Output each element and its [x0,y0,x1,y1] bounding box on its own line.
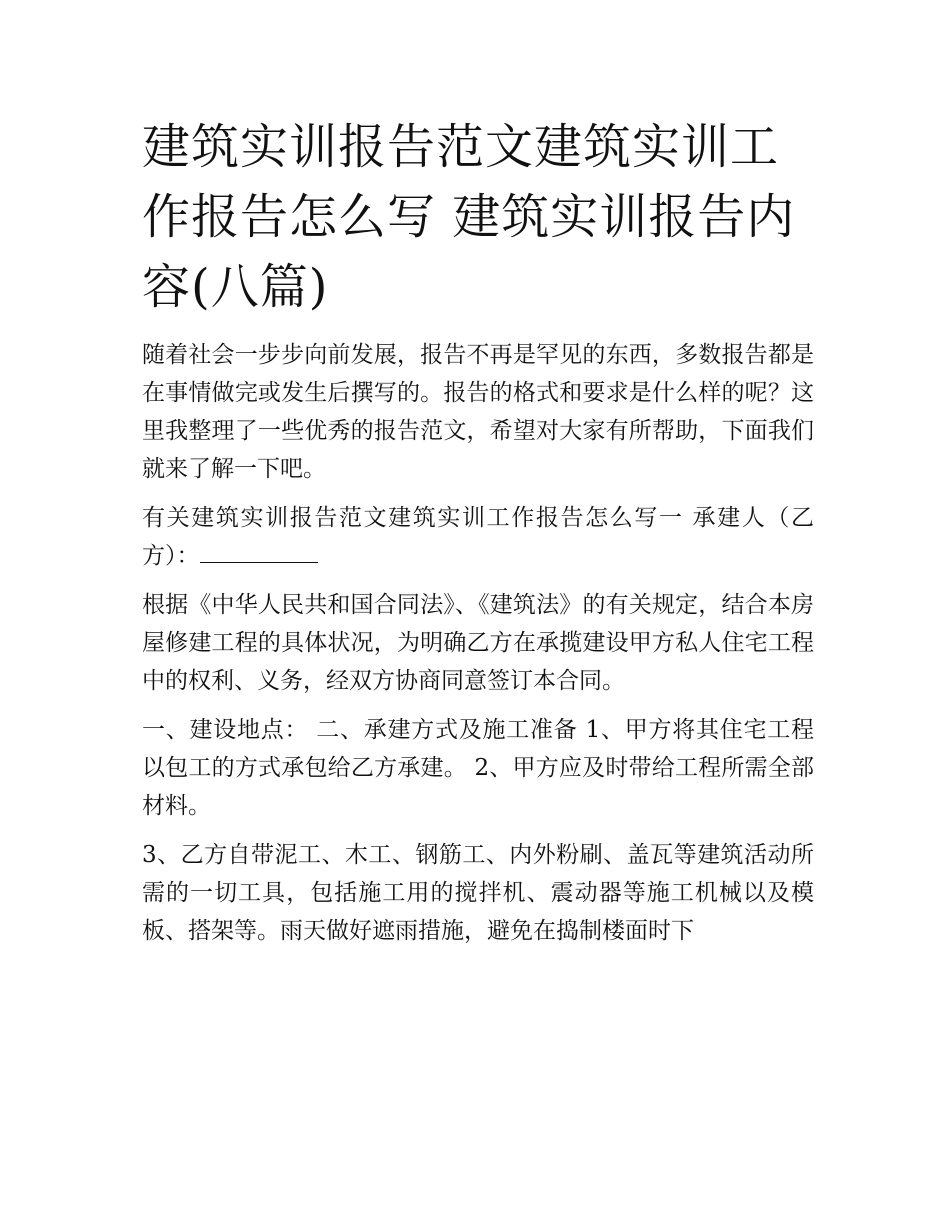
terms-paragraph-3: 3、乙方自带泥工、木工、钢筋工、内外粉刷、盖瓦等建筑活动所需的一切工具，包括施工用的搅拌机、震动器等施工机械以及模板、搭架等。雨天做好遮雨措施，避免在捣制楼面时下 [142,842,814,944]
contractor-label: 有关建筑实训报告范文建筑实训工作报告怎么写一 承建人（乙方）： [142,505,814,569]
contractor-line [142,499,814,575]
terms-paragraph-1: 一、建设地点： 二、承建方式及施工准备 1、甲方将其住宅工程以包工的方式承包给乙方承建。 2、甲方应及时带给工程所需全部材料。 [142,717,814,819]
document-page [142,112,814,961]
intro-paragraph: 随着社会一步步向前发展，报告不再是罕见的东西，多数报告都是在事情做完或发生后撰写的。报告的格式和要求是什么样的呢？这里我整理了一些优秀的报告范文，希望对大家有所帮助，下面我们就来了解一下吧。 [142,342,814,482]
contractor-blank [200,540,318,563]
document-title: 建筑实训报告范文建筑实训工作报告怎么写 建筑实训报告内容(八篇) [142,119,796,315]
legal-basis-paragraph: 根据《中华人民共和国合同法》、《建筑法》的有关规定，结合本房屋修建工程的具体状况，为明确乙方在承揽建设甲方私人住宅工程中的权利、义务，经双方协商同意签订本合同。 [142,592,814,694]
